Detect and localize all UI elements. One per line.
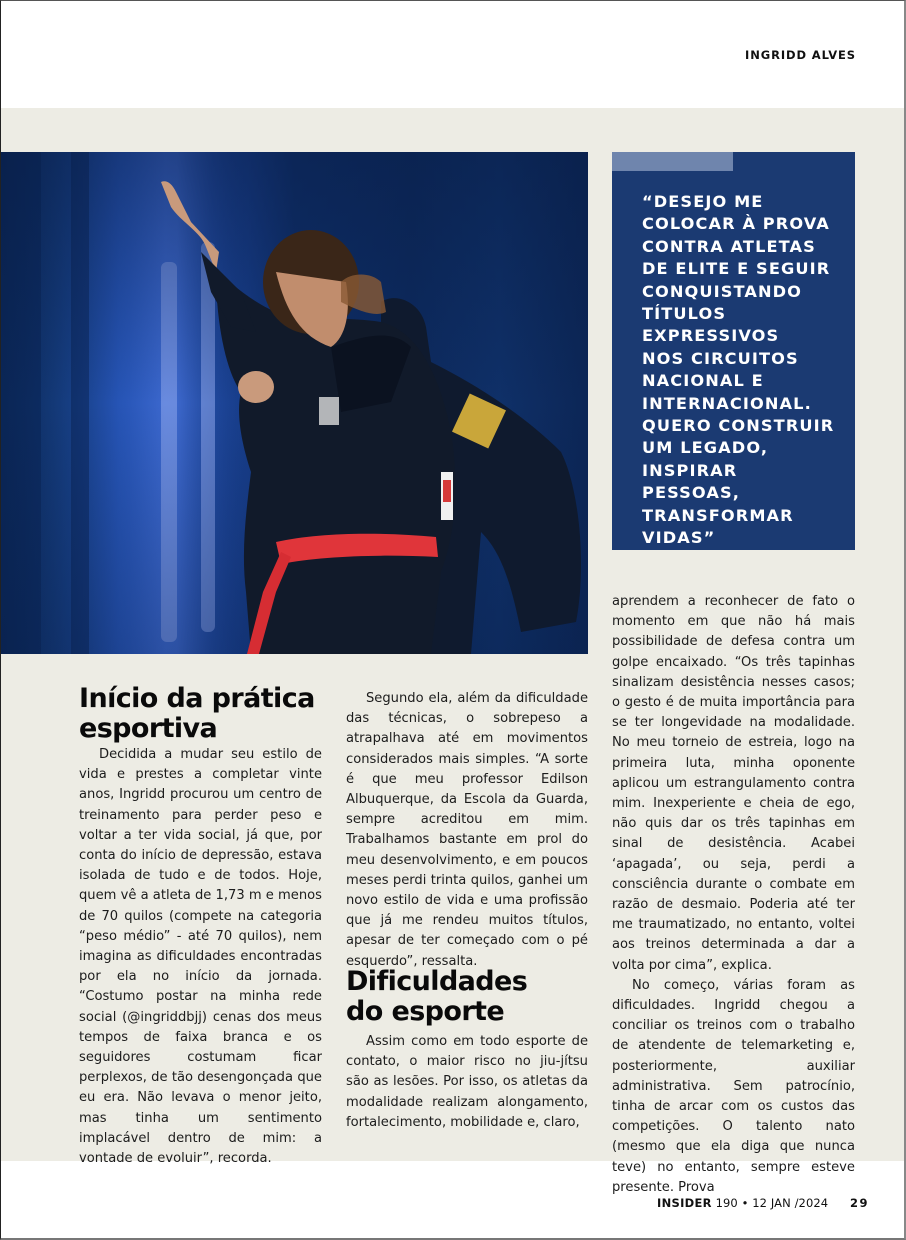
- paragraph-continued: aprendem a reconhecer de fato o momento em que não há mais possibilidade de defesa contra um golpe encaixado. “Os três tapinhas sinalizam desistência nesses casos; o gesto é de muita importância para se ter longevidade na modalidade. No meu torneio de estreia, logo na primeira luta, minha oponente aplicou um estrangulamento contra mim. Inexperiente e cheia de ego, não quis dar os três tapinhas em sinal de desistência. Acabei ‘apagada’, ou seja, perdi a consciência durante o combate em razão de desmaio. Poderia até ter me traumatizado, no entanto, voltei aos treinos determinada a dar a volta por cima”, explica.: [612, 594, 855, 973]
- running-head: INGRIDD ALVES: [745, 48, 856, 62]
- page-footer: [657, 1196, 869, 1210]
- paragraph: No começo, várias foram as dificuldades. Ingridd chegou a conciliar os treinos com o trabalho de atendente de telemarketing e, posteriormente, auxiliar administrativa. Sem patrocínio, tinha de arcar com os custos das competições. O talento nato (mesmo que ela diga que nunca teve) no entanto, sempre esteve presente. Prova: [612, 977, 855, 1195]
- heading-line: Dificuldades: [346, 966, 528, 997]
- separator-bullet: •: [741, 1196, 749, 1210]
- pull-quote-line: TRANSFORMAR: [642, 505, 794, 525]
- column-1-body: [79, 745, 322, 1169]
- section-heading-dificuldades: [346, 967, 591, 1027]
- pull-quote-line: TÍTULOS: [642, 304, 727, 324]
- pull-quote-line: QUERO CONSTRUIR: [642, 416, 835, 436]
- pull-quote-line: NOS CIRCUITOS: [642, 348, 799, 368]
- pull-quote-text: [642, 191, 842, 550]
- heading-line: Início da prática: [79, 683, 315, 714]
- pull-quote-accent-tab: [612, 152, 733, 171]
- pull-quote-line: UM LEGADO,: [642, 438, 769, 458]
- page-number: 29: [849, 1196, 869, 1210]
- pull-quote-line: INTERNACIONAL.: [642, 393, 812, 413]
- pull-quote-line: CONTRA ATLETAS: [642, 236, 816, 256]
- heading-line: do esporte: [346, 996, 505, 1027]
- issue-date: 12 JAN /2024: [752, 1196, 829, 1210]
- column-3-body: [612, 592, 855, 1198]
- pull-quote-line: EXPRESSIVOS: [642, 326, 780, 346]
- heading-line: esportiva: [79, 713, 218, 744]
- pull-quote-line: COLOCAR À PROVA: [642, 214, 830, 234]
- athlete-photo: [1, 152, 588, 654]
- pull-quote-line: INSPIRAR PESSOAS,: [642, 460, 740, 503]
- pull-quote-line: “DESEJO ME: [642, 192, 764, 211]
- athlete-illustration: [1, 152, 588, 654]
- paragraph: Decidida a mudar seu estilo de vida e prestes a completar vinte anos, Ingridd procurou um centro de treinamento para perder peso e voltar a ter vida social, já que, por conta do início de depressão, estava isolada de tudo e de todos. Hoje, quem vê a atleta de 1,73 m e menos de 70 quilos (compete na categoria “peso médio” - até 70 quilos), nem imagina as dificuldades encontradas por ela no início da jornada. “Costumo postar na minha rede social (@ingriddbjj) cenas dos meus tempos de faixa branca e os seguidores costumam ficar perplexos, de tão desengonçada que eu era. Não levava o menor jeito, mas tinha um sentimento implacável dentro de mim: a vontade de evoluir”, recorda.: [79, 747, 322, 1167]
- section-heading-inicio: [79, 684, 339, 744]
- pull-quote-line: NACIONAL E: [642, 371, 764, 391]
- column-2-body: [346, 689, 588, 972]
- paragraph: Assim como em todo esporte de contato, o maior risco no jiu-jítsu são as lesões. Por isso, os atletas da modalidade realizam alongamento, fortalecimento, mobilidade e, claro,: [346, 1034, 588, 1130]
- issue-number: 190: [715, 1196, 738, 1210]
- pull-quote-line: VIDAS”: [642, 528, 716, 548]
- pull-quote-line: DE ELITE E SEGUIR: [642, 259, 831, 279]
- column-2-section-2-body: [346, 1032, 588, 1133]
- magazine-name: INSIDER: [657, 1196, 712, 1210]
- pull-quote-line: CONQUISTANDO: [642, 281, 803, 301]
- paragraph: Segundo ela, além da dificuldade das técnicas, o sobrepeso a atrapalhava até em movimentos considerados mais simples. “A sorte é que meu professor Edilson Albuquerque, da Escola da Guarda, sempre acreditou em mim. Trabalhamos bastante em prol do meu desenvolvimento, e em poucos meses perdi trinta quilos, ganhei um novo estilo de vida e uma profissão que já me rendeu muitos títulos, apesar de ter começado com o pé esquerdo”, ressalta.: [346, 691, 588, 969]
